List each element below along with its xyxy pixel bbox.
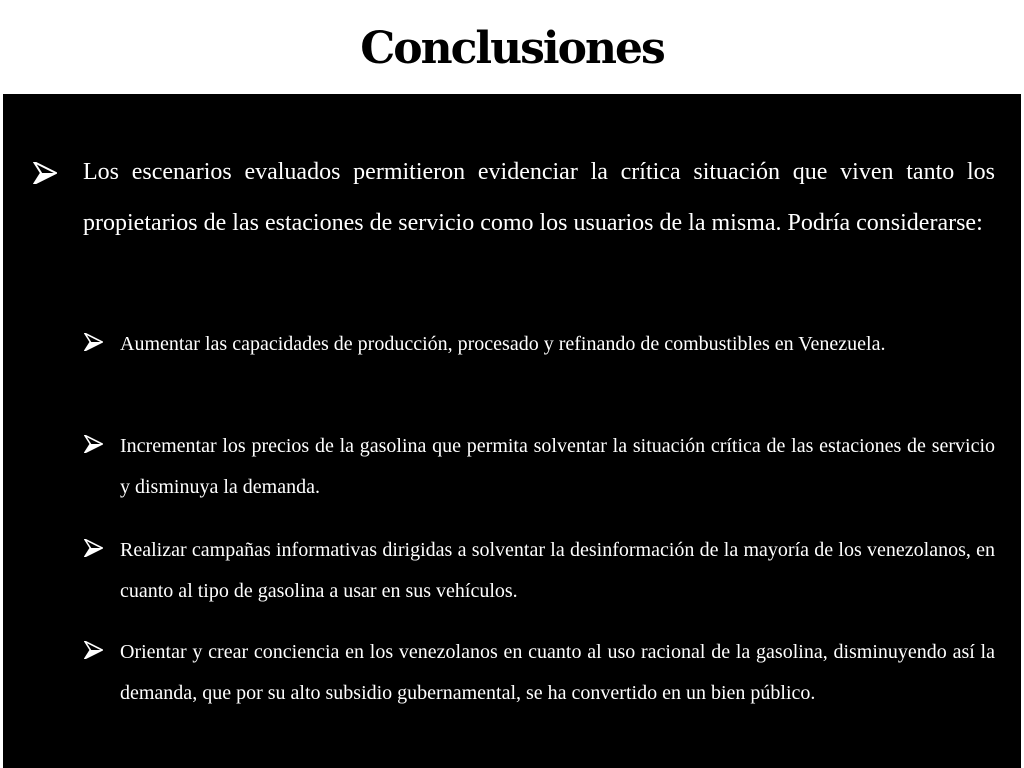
sub-bullet-text: Aumentar las capacidades de producción, procesado y refinando de combustibles en Venezuela. — [120, 333, 886, 355]
main-bullet-text: Los escenarios evaluados permitieron evidenciar la crítica situación que viven tanto los propietarios de las estaciones de servicio como los usuarios de la misma. Podría considerarse: — [83, 159, 995, 236]
sub-bullet-text: Orientar y crear conciencia en los venezolanos en cuanto al uso racional de la gasolina, disminuyendo así la demanda, que por su alto subsidio gubernamental, se ha convertido en un bien público. — [120, 641, 995, 704]
sub-bullet — [84, 530, 995, 612]
sub-bullet — [84, 426, 995, 508]
arrowhead-bullet-icon — [84, 324, 120, 351]
sub-bullet — [84, 632, 995, 714]
content-box — [3, 94, 1021, 768]
sub-bullet-text: Realizar campañas informativas dirigidas a solventar la desinformación de la mayoría de los venezolanos, en cuanto al tipo de gasolina a usar en sus vehículos. — [120, 539, 995, 602]
arrowhead-bullet-icon — [84, 426, 120, 453]
slide-title: Conclusiones — [360, 23, 664, 74]
arrowhead-bullet-icon — [84, 530, 120, 557]
main-bullet — [33, 147, 995, 249]
arrowhead-bullet-icon — [33, 147, 83, 184]
arrowhead-bullet-icon — [84, 632, 120, 659]
sub-bullet-text: Incrementar los precios de la gasolina que permita solventar la situación crítica de las estaciones de servicio y disminuya la demanda. — [120, 435, 995, 498]
sub-bullet — [84, 324, 995, 365]
